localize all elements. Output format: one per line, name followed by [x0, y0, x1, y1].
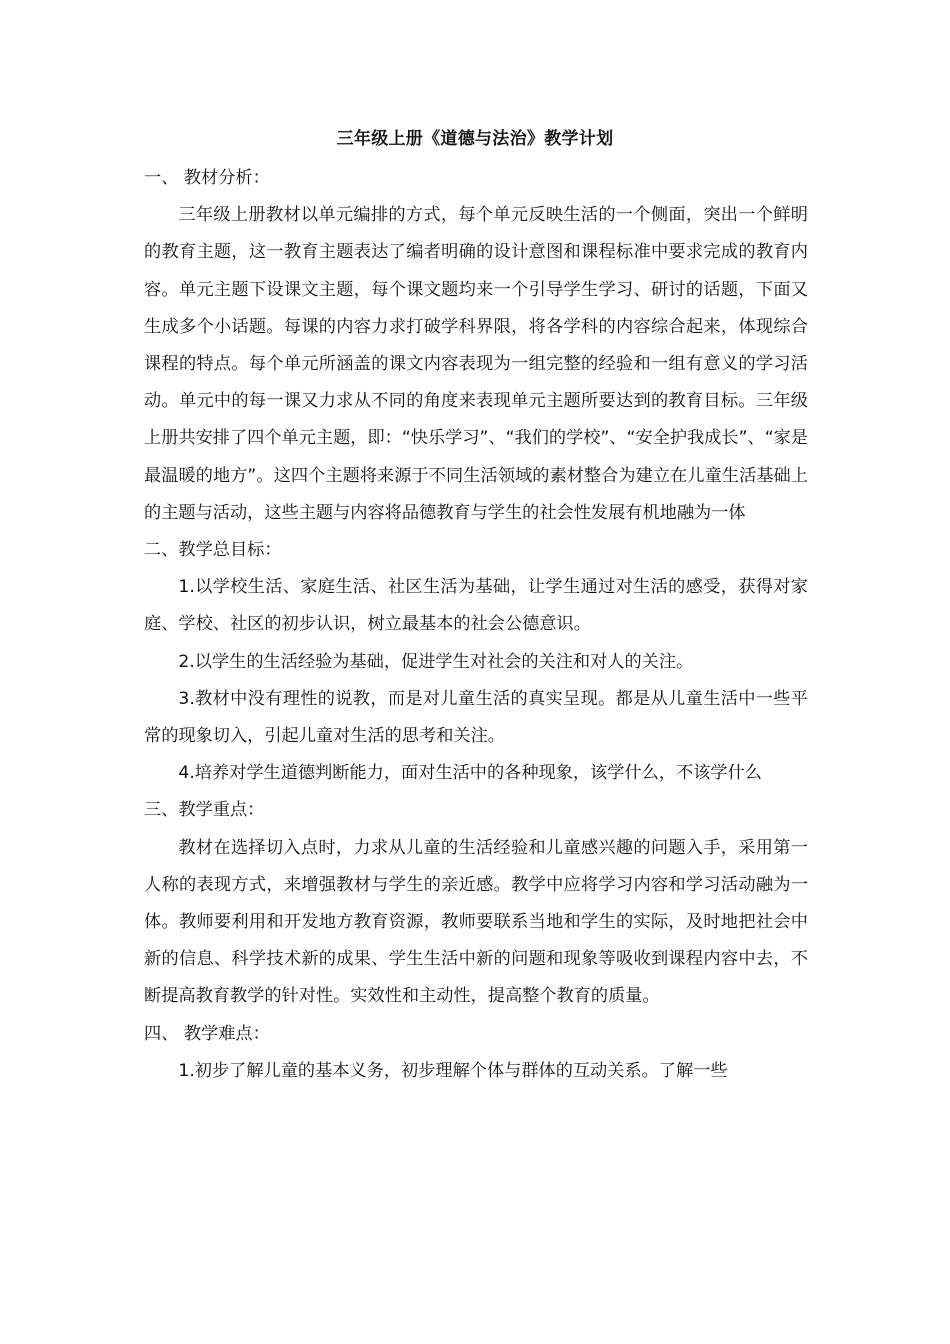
section-paragraph: 4.培养对学生道德判断能力，面对生活中的各种现象，该学什么，不该学什么 [178, 763, 762, 784]
section-paragraph: 教材在选择切入点时，力求从儿童的生活经验和儿童感兴趣的问题入手，采用第一人称的表现方式，来增强教材与学生的亲近感。教学中应将学习内容和学习活动融为一体。教师要利用和开发地方教育资源，教师要联系当地和学生的实际，及时地把社会中新的信息、科学技术新的成果、学生生活中新的问题和现象等吸收到课程内容中去，不断提高教育教学的针对性。实效性和主动性，提高整个教育的质量。 [144, 837, 808, 1007]
section-paragraph: 2.以学生的生活经验为基础，促进学生对社会的关注和对人的关注。 [178, 651, 694, 672]
document-body [144, 160, 808, 1090]
section-paragraph: 1.初步了解儿童的基本义务，初步理解个体与群体的互动关系。了解一些 [178, 1060, 728, 1081]
section-paragraph: 3.教材中没有理性的说教，而是对儿童生活的真实呈现。都是从儿童生活中一些平常的现象切入，引起儿童对生活的思考和关注。 [144, 688, 808, 747]
section-heading: 三、教学重点： [144, 800, 265, 821]
section-heading: 一、 教材分析： [144, 168, 270, 188]
section-paragraph: 三年级上册教材以单元编排的方式，每个单元反映生活的一个侧面，突出一个鲜明的教育主题，这一教育主题表达了编者明确的设计意图和课程标准中要求完成的教育内容。单元主题下设课文主题，每个课文题均来一个引导学生学习、研讨的话题，下面又生成多个小话题。每课的内容力求打破学科界限，将各学科的内容综合起来，体现综合课程的特点。每个单元所涵盖的课文内容表现为一组完整的经验和一组有意义的学习活动。单元中的每一课又力求从不同的角度来表现单元主题所要达到的教育目标。三年级上册共安排了四个单元主题，即：“快乐学习”、“我们的学校”、“安全护我成长”、“家是最温暖的地方”。这四个主题将来源于不同生活领域的素材整合为建立在儿童生活基础上的主题与活动，这些主题与内容将品德教育与学生的社会性发展有机地融为一体 [144, 205, 808, 523]
document-title: 三年级上册《道德与法治》教学计划 [336, 129, 614, 149]
section-heading: 二、教学总目标： [144, 540, 282, 561]
section-heading: 四、 教学难点： [144, 1023, 270, 1044]
section-paragraph: 1.以学校生活、家庭生活、社区生活为基础，让学生通过对生活的感受，获得对家庭、学校、社区的初步认识，树立最基本的社会公德意识。 [144, 577, 808, 635]
